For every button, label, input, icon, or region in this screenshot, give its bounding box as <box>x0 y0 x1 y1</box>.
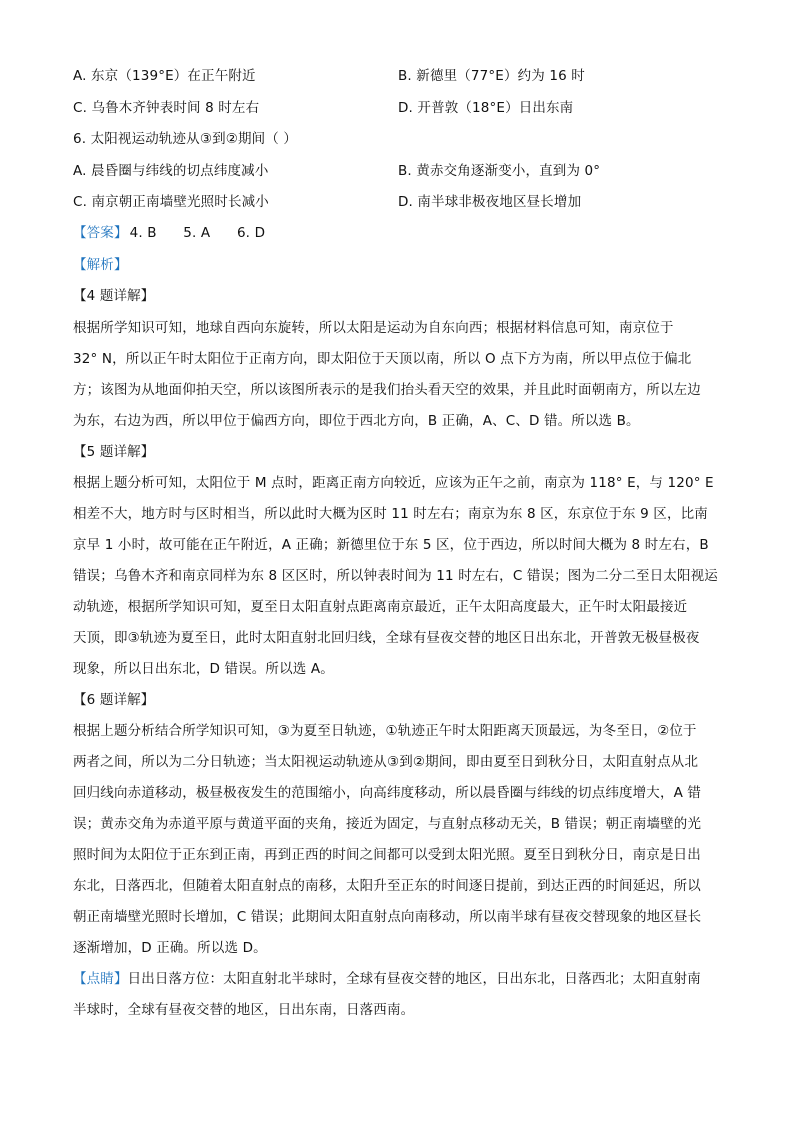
q5-detail-line: 现象，所以日出东北，D 错误。所以选 A。 <box>73 661 334 677</box>
q5-option-b: B. 新德里（77°E）约为 16 时 <box>398 68 585 84</box>
q6-option-b: B. 黄赤交角逐渐变小，直到为 0° <box>398 163 601 179</box>
q6-stem: 6. 太阳视运动轨迹从③到②期间（ ） <box>73 131 298 147</box>
q6-option-c: C. 南京朝正南墙壁光照时长减小 <box>73 194 269 210</box>
q4-detail-line: 方；该图为从地面仰拍天空，所以该图所表示的是我们抬头看天空的效果，并且此时面朝南方，所以左边 <box>73 382 701 398</box>
q6-option-a: A. 晨昏圈与纬线的切点纬度减小 <box>73 163 269 179</box>
analysis-label: 【解析】 <box>73 257 128 273</box>
q4-detail-line: 32° N，所以正午时太阳位于正南方向，即太阳位于天顶以南，所以 O 点下方为南，所以甲点位于偏北 <box>73 351 692 367</box>
answer-text: 4. B 5. A 6. D <box>129 225 266 241</box>
q5-detail-line: 相差不大，地方时与区时相当，所以此时大概为区时 11 时左右；南京为东 8 区，东京位于东 9 区，比南 <box>73 506 708 522</box>
q6-detail-line: 东北，日落西北，但随着太阳直射点的南移，太阳升至正东的时间逐日提前，到达正西的时间延迟，所以 <box>73 878 701 894</box>
answer-label: 【答案】 <box>73 225 128 241</box>
q4-detail-line: 根据所学知识可知，地球自西向东旋转，所以太阳是运动为自东向西；根据材料信息可知，南京位于 <box>73 320 674 336</box>
q6-detail-label: 【6 题详解】 <box>73 692 155 708</box>
q4-detail-line: 为东，右边为西，所以甲位于偏西方向，即位于西北方向，B 正确，A、C、D 错。所以选 B。 <box>73 413 640 429</box>
q5-detail-line: 根据上题分析可知，太阳位于 M 点时，距离正南方向较近，应该为正午之前，南京为 118° E，与 120° E <box>73 475 714 491</box>
q5-detail-line: 天顶，即③轨迹为夏至日，此时太阳直射北回归线，全球有昼夜交替的地区日出东北，开普敦无极昼极夜 <box>73 630 700 646</box>
q5-detail-line: 京早 1 小时，故可能在正午附近，A 正确；新德里位于东 5 区，位于西边，所以时间大概为 8 时左右，B <box>73 537 709 553</box>
q5-option-a: A. 东京（139°E）在正午附近 <box>73 68 256 84</box>
q6-option-d: D. 南半球非极夜地区昼长增加 <box>398 194 582 210</box>
tip-text-line: 半球时，全球有昼夜交替的地区，日出东南，日落西南。 <box>73 1002 415 1018</box>
q5-option-c: C. 乌鲁木齐钟表时间 8 时左右 <box>73 100 260 116</box>
q6-detail-line: 回归线向赤道移动，极昼极夜发生的范围缩小，向高纬度移动，所以晨昏圈与纬线的切点纬度增大，A 错 <box>73 785 702 801</box>
q6-detail-line: 两者之间，所以为二分日轨迹；当太阳视运动轨迹从③到②期间，即由夏至日到秋分日，太阳直射点从北 <box>73 754 699 770</box>
answer-line <box>73 225 265 241</box>
tip-line <box>73 971 701 987</box>
tip-text: 日出日落方位：太阳直射北半球时，全球有昼夜交替的地区，日出东北，日落西北；太阳直射南 <box>127 971 701 987</box>
q4-detail-label: 【4 题详解】 <box>73 288 155 304</box>
q5-detail-label: 【5 题详解】 <box>73 444 155 460</box>
q6-detail-line: 误；黄赤交角为赤道平原与黄道平面的夹角，接近为固定，与直射点移动无关，B 错误；朝正南墙壁的光 <box>73 816 702 832</box>
q6-detail-line: 逐渐增加，D 正确。所以选 D。 <box>73 940 267 956</box>
q5-option-d: D. 开普敦（18°E）日出东南 <box>398 100 574 116</box>
q6-detail-line: 照时间为太阳位于正东到正南，再到正西的时间之间都可以受到太阳光照。夏至日到秋分日，南京是日出 <box>73 847 701 863</box>
tip-label: 【点睛】 <box>73 971 128 987</box>
q5-detail-line: 动轨迹，根据所学知识可知，夏至日太阳直射点距离南京最近，正午太阳高度最大，正午时太阳最接近 <box>73 599 688 615</box>
q6-detail-line: 朝正南墙壁光照时长增加，C 错误；此期间太阳直射点向南移动，所以南半球有昼夜交替现象的地区昼长 <box>73 909 702 925</box>
q5-detail-line: 错误；乌鲁木齐和南京同样为东 8 区区时，所以钟表时间为 11 时左右，C 错误；图为二分二至日太阳视运 <box>73 568 718 584</box>
q6-detail-line: 根据上题分析结合所学知识可知，③为夏至日轨迹，①轨迹正午时太阳距离天顶最远，为冬至日，②位于 <box>73 723 697 739</box>
